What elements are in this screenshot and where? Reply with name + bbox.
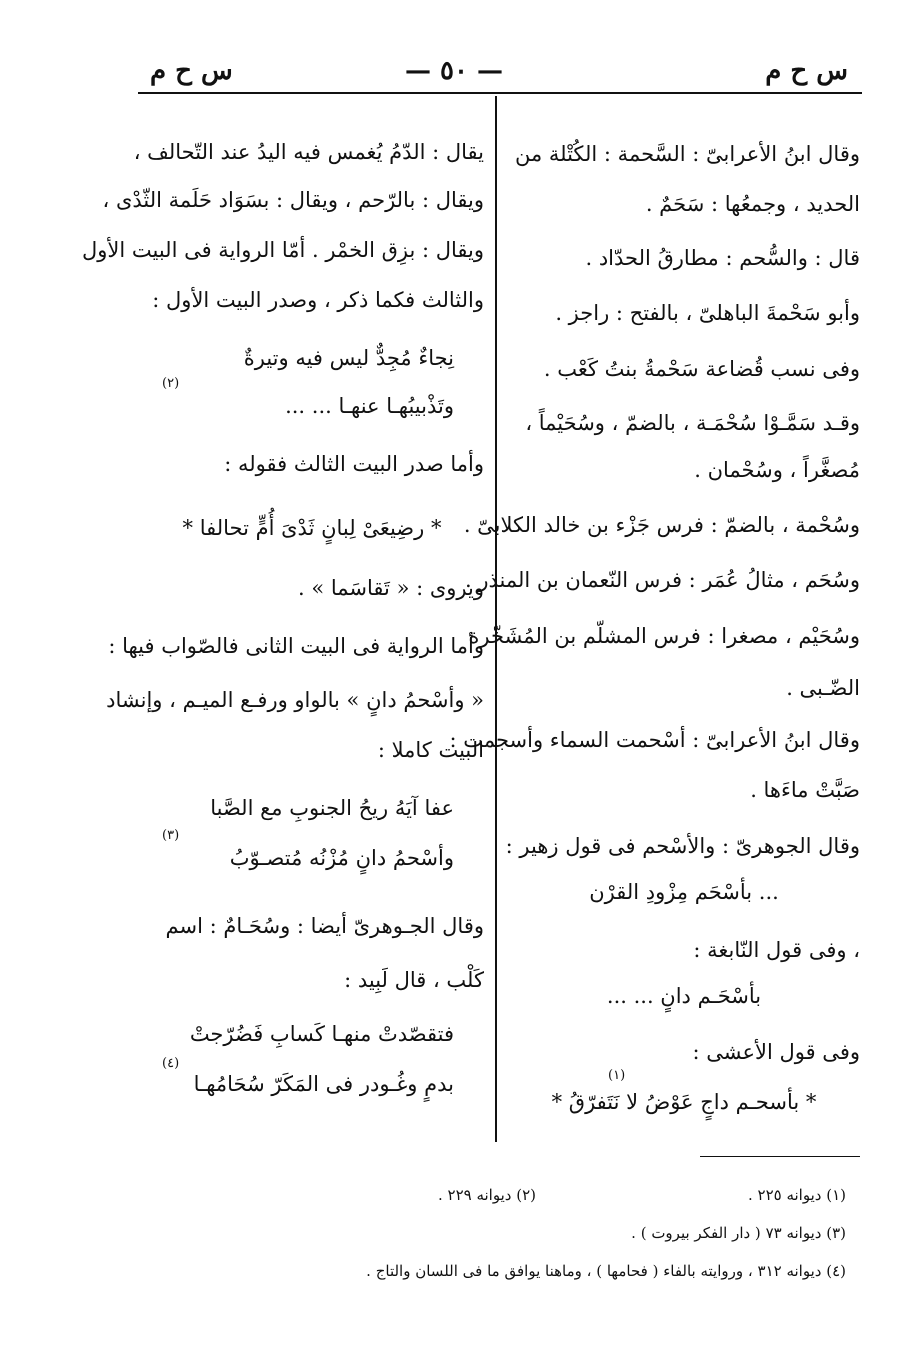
footnote: (٤) ديوانه ٣١٢ ، وروايته بالفاء ( فحامها ) ، وماهنا يوافق ما فى اللسان والتاج . [366, 1262, 846, 1280]
text-line: قال : والسُّحم : مطارقُ الحدّاد . [585, 246, 860, 270]
verse-fragment: * بأسحـم داجٍ عَوْضُ لا نَتَفرّقُ * [551, 1090, 817, 1114]
footnote-marker: (٤) [162, 1056, 180, 1071]
text-line: الضّـبى . [786, 676, 860, 700]
text-line: وأما صدر البيت الثالث فقوله : [224, 452, 484, 476]
verse-line: * رضِيعَىْ لِبانٍ ثَدْىَ أُمٍّ تحالفا * [182, 516, 442, 540]
text-line: ويقال : بزِق الخمْر . أمّا الرواية فى البيت الأول [82, 238, 484, 262]
text-line: والثالث فكما ذكر ، وصدر البيت الأول : [152, 288, 484, 312]
text-line: وأما الرواية فى البيت الثانى فالصّواب فيها : [108, 634, 484, 658]
verse-fragment: بأسْحَـم دانٍ ... ... [606, 984, 762, 1008]
header-rule [138, 92, 862, 94]
text-line: مُصغَّراً ، وسُحْمان . [694, 458, 860, 482]
running-head-left: س ح م [150, 56, 233, 86]
verse-line: وأسْحمُ دانٍ مُزْنُه مُتصـوّبُ [229, 846, 454, 870]
text-line: ، وفى قول النّابغة : [693, 938, 860, 962]
footnote: (١) ديوانه ٢٢٥ . [747, 1186, 846, 1204]
verse-line: بدمٍ وغُـودر فى المَكَرّ سُحَامُهـا [193, 1072, 454, 1096]
text-line: كَلْب ، قال لَبِيد : [344, 968, 484, 992]
text-line: وسُحْمة ، بالضمّ : فرس جَزْء بن خالد الكلابىّ . [463, 513, 860, 537]
text-line: وسُحَم ، مثالُ عُمَر : فرس النّعمان بن المنذر . [464, 568, 860, 592]
footnote-marker: (٣) [162, 828, 180, 843]
text-line: وقال الجوهرىّ : والأسْحم فى قول زهير : [505, 834, 860, 858]
footnote: (٢) ديوانه ٢٢٩ . [437, 1186, 536, 1204]
running-head-right: س ح م [765, 56, 848, 86]
text-line: البيت كاملا : [377, 738, 484, 762]
text-line: وسُحَيْم ، مصغرا : فرس المشلّم بن المُشَخّرة [468, 624, 860, 648]
text-line: وقـد سَمَّـوْا سُحْمَـة ، بالضمّ ، وسُحَيْماً ، [525, 411, 860, 435]
text-line: وقال ابنُ الأعرابىّ : أسْحمت السماء وأسجمت : [449, 728, 860, 752]
footnote-marker: (١) [608, 1068, 626, 1083]
text-line: ويروى : « تَقاسَما » . [298, 576, 484, 600]
text-line: ويقال : بالرّحم ، ويقال : بسَوَاد حَلَمة الثّدْى ، [102, 188, 484, 212]
verse-fragment: ... بأسْحَم مِزْودِ القرْن [589, 880, 779, 904]
verse-line: نِجاءٌ مُجِدٌّ ليس فيه وتيرةٌ [243, 346, 454, 370]
verse-line: فتقصّدتْ منهـا كَسابِ فَضُرّجتْ [189, 1022, 454, 1046]
column-divider [495, 96, 497, 1142]
text-line: وأبو سَحْمةَ الباهلىّ ، بالفتح : راجز . [555, 301, 860, 325]
text-line: وفى نسب قُضاعة سَحْمةُ بنتُ كَعْب . [543, 357, 860, 381]
text-line: وقال الجـوهرىّ أيضا : وسُحَـامٌ : اسم [165, 914, 484, 938]
text-line: صَبَّتْ ماءَها . [750, 778, 860, 802]
footnote-rule [700, 1156, 860, 1157]
text-line: يقال : الدّمُ يُغمس فيه اليدُ عند التّحالف ، [133, 140, 484, 164]
text-line: وقال ابنُ الأعرابىّ : السَّحمة : الكُتْلة من [514, 142, 860, 166]
footnote-marker: (٢) [162, 376, 180, 391]
verse-line: عفا آيَهُ ريحُ الجنوبِ مع الصَّبا [210, 796, 454, 820]
footnote: (٣) ديوانه ٧٣ ( دار الفكر بيروت ) . [631, 1224, 846, 1242]
text-line: « وأسْحمُ دانٍ » بالواو ورفـع الميـم ، وإنشاد [106, 688, 484, 712]
page-number: — ٥٠ — [404, 56, 504, 86]
text-line: وفى قول الأعشى : [692, 1040, 860, 1064]
text-line: الحديد ، وجمعُها : سَحَمٌ . [645, 192, 860, 216]
verse-line: وتَذْبيبُهـا عنهـا ... ... [285, 394, 454, 418]
